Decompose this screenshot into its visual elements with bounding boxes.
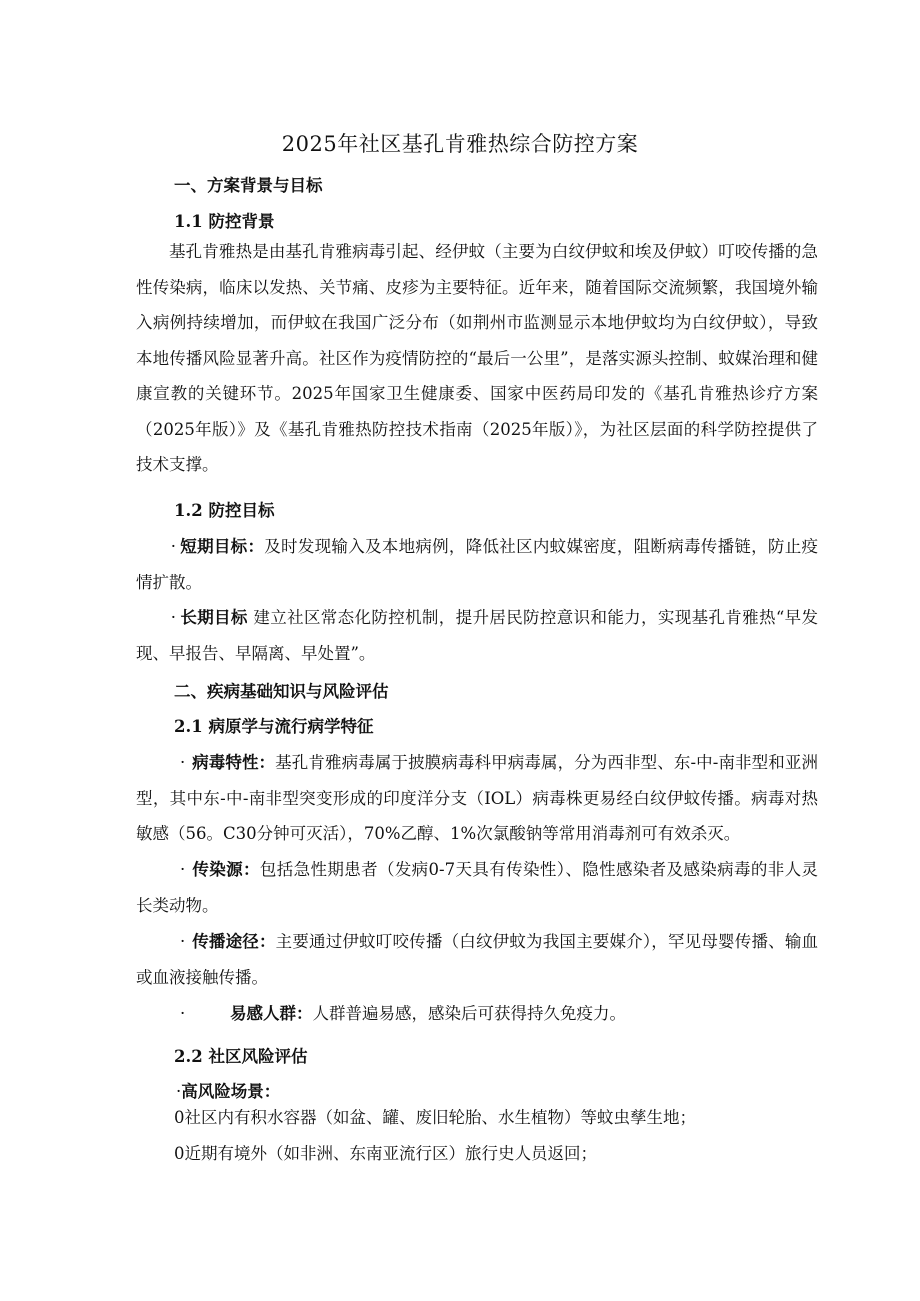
short-term-label: 短期目标：: [180, 537, 265, 556]
short-term-text: 及时发现输入及本地病例，降低社区内蚊媒密度，阻断病毒传播链，防止疫情扩散。: [136, 537, 819, 592]
background-paragraph: 基孔肯雅热是由基孔肯雅病毒引起、经伊蚊（主要为白纹伊蚊和埃及伊蚊）叮咬传播的急性传染病，临床以发热、关节痛、皮疹为主要特征。近年来，随着国际交流频繁，我国境外输入病例持续增加，而伊蚊在我国广泛分布（如荆州市监测显示本地伊蚊均为白纹伊蚊），导致本地传播风险显著升高。社区作为疫情防控的“最后一公里”，是落实源头控制、蚊媒治理和健康宣教的关键环节。2025年国家卫生健康委、国家中医药局印发的《基孔肯雅热诊疗方案（2025年版）》及《基孔肯雅热防控技术指南（2025年版）》，为社区层面的科学防控提供了技术支撑。: [136, 242, 818, 474]
high-risk-label: 高风险场景：: [181, 1082, 281, 1101]
population-label: 易感人群：: [230, 1004, 313, 1023]
bullet-dot: ·: [180, 1004, 186, 1023]
bullet-dot: ·: [180, 932, 186, 951]
virus-label: 病毒特性：: [192, 753, 276, 772]
section-1-2-heading: 1.2 防控目标: [174, 501, 275, 520]
route-text: 主要通过伊蚊叮咬传播（白纹伊蚊为我国主要媒介），罕见母婴传播、输血或血液接触传播。: [136, 932, 819, 987]
bullet-dot: ·: [170, 608, 176, 627]
long-term-goal: [136, 600, 818, 671]
document-title: 2025年社区基孔肯雅热综合防控方案: [281, 132, 639, 156]
risk-item: 0社区内有积水容器（如盆、罐、废旧轮胎、水生植物）等蚊虫孳生地；: [174, 1108, 696, 1127]
virus-text: 基孔肯雅病毒属于披膜病毒科甲病毒属，分为西非型、东-中-南非型和亚洲型，其中东-中-南非型突变形成的印度洋分支（IOL）病毒株更易经白纹伊蚊传播。病毒对热敏感（56。C30分钟可灭活），70%乙醇、1%次氯酸钠等常用消毒剂可有效杀灭。: [136, 753, 818, 843]
section-2-2-heading: 2.2 社区风险评估: [174, 1047, 308, 1066]
population-text: 人群普遍易感，感染后可获得持久免疫力。: [312, 1004, 626, 1023]
source-text: 包括急性期患者（发病0-7天具有传染性）、隐性感染者及感染病毒的非人灵长类动物。: [136, 860, 819, 915]
transmission-route: [136, 924, 818, 995]
section-1-heading: 一、方案背景与目标: [174, 176, 323, 195]
bullet-dot: ·: [180, 860, 186, 879]
long-term-text: 建立社区常态化防控机制，提升居民防控意识和能力，实现基孔肯雅热“早发现、早报告、早隔离、早处置”。: [136, 608, 819, 663]
bullet-dot: ·: [170, 537, 176, 556]
section-2-1-heading: 2.1 病原学与流行病学特征: [174, 717, 374, 736]
bullet-dot: ·: [180, 753, 186, 772]
section-1-1-heading: 1.1 防控背景: [174, 212, 275, 231]
bullet-dot: ·: [176, 1082, 182, 1101]
risk-item: 0近期有境外（如非洲、东南亚流行区）旅行史人员返回；: [174, 1144, 597, 1163]
route-label: 传播途径：: [192, 932, 276, 951]
long-term-label: 长期目标: [180, 608, 248, 627]
short-term-goal: [136, 529, 818, 600]
section-2-heading: 二、疾病基础知识与风险评估: [174, 682, 389, 701]
virus-characteristics: [136, 745, 818, 852]
high-risk-heading: [176, 1078, 280, 1102]
infection-source: [136, 852, 818, 923]
source-label: 传染源：: [192, 860, 260, 879]
susceptible-population: [136, 996, 818, 1032]
